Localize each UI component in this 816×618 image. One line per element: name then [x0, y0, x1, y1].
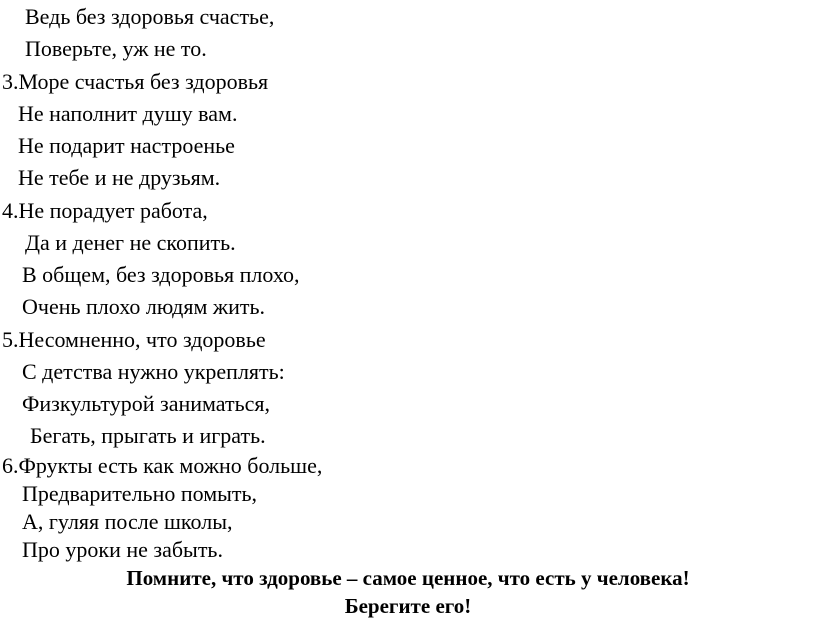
poem-line: 5.Несомненно, что здоровье [2, 327, 266, 352]
poem-line: В общем, без здоровья плохо, [22, 262, 300, 287]
closing-slogan: Берегите его! [344, 594, 472, 618]
poem-line: Очень плохо людям жить. [22, 294, 266, 319]
poem-line: 6.Фрукты есть как можно больше, [2, 453, 323, 478]
poem-line: Не тебе и не друзьям. [18, 165, 221, 190]
poem-line: 4.Не порадует работа, [2, 198, 208, 223]
poem-line: Поверьте, уж не то. [25, 36, 207, 61]
closing-message: Помните, что здоровье – самое ценное, что есть у человека! [126, 566, 690, 590]
poem-line: Да и денег не скопить. [25, 230, 236, 255]
poem-line: Не наполнит душу вам. [18, 101, 238, 126]
poem-line: Про уроки не забыть. [22, 537, 223, 562]
poem-line: Предварительно помыть, [22, 481, 258, 506]
poem-line: Не подарит настроенье [18, 133, 235, 158]
poem-line: Бегать, прыгать и играть. [30, 423, 266, 448]
poem-line: Физкультурой заниматься, [22, 391, 271, 416]
poem-line: С детства нужно укреплять: [22, 359, 285, 384]
poem-line: 3.Море счастья без здоровья [2, 69, 269, 94]
poem-line: А, гуляя после школы, [22, 509, 233, 534]
poem-line: Ведь без здоровья счастье, [25, 4, 275, 29]
